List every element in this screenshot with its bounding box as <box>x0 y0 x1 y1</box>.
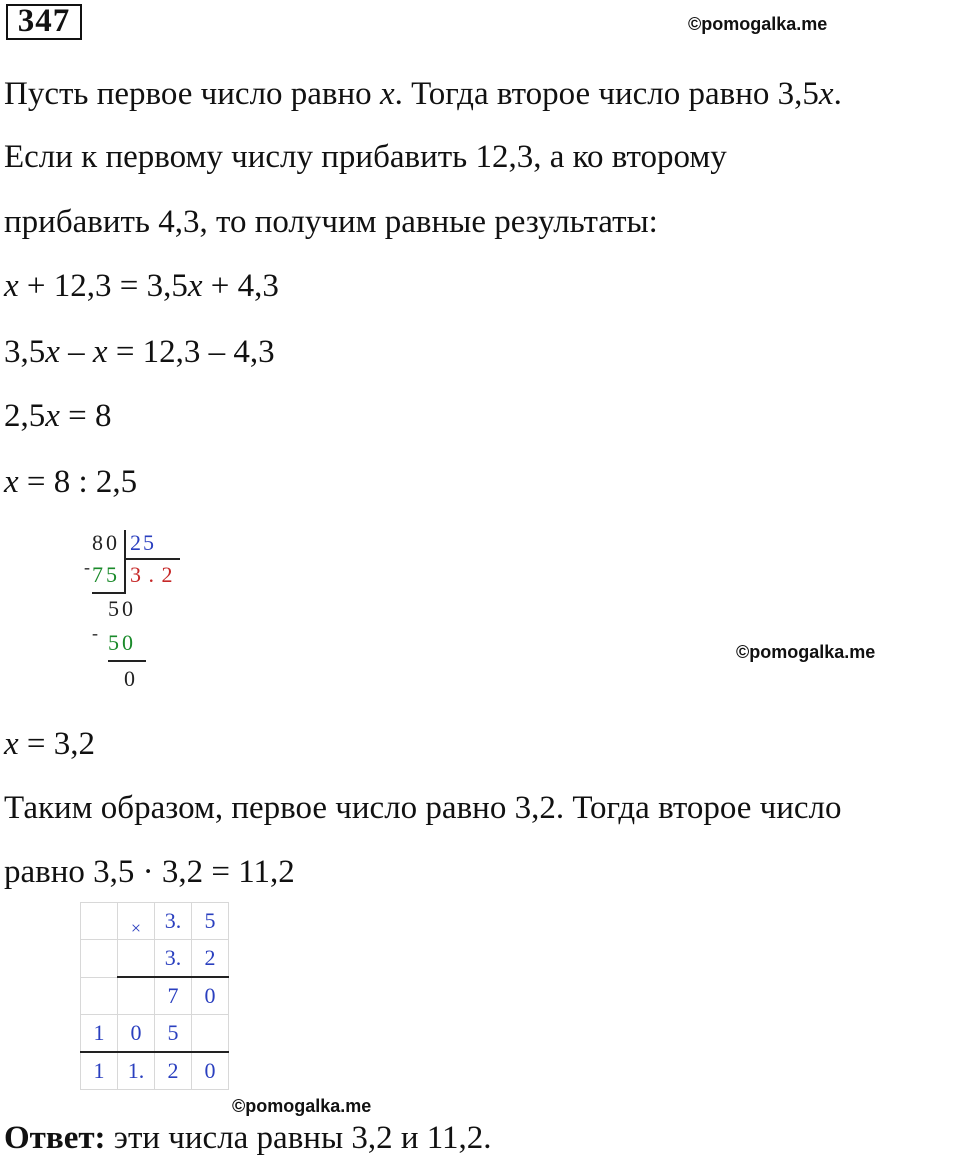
text-line-5: равно 3,5 · 3,2 = 11,2 <box>4 854 295 890</box>
division-quotient: 3 . 2 <box>130 562 174 587</box>
text-line-3: прибавить 4,3, то получим равные результаты: <box>4 204 658 240</box>
division-line-1 <box>92 592 125 594</box>
watermark-middle: ©pomogalka.me <box>736 642 876 662</box>
grid-cell: 7 <box>155 977 192 1015</box>
grid-row <box>81 977 229 1015</box>
grid-cell: 0 <box>192 1052 229 1090</box>
grid-cell: 5 <box>155 1015 192 1053</box>
grid-cell: 0 <box>192 977 229 1015</box>
division-minus-1: - <box>84 557 90 577</box>
text-line-2: Если к первому числу прибавить 12,3, а ко второму <box>4 139 727 175</box>
grid-cell: 0 <box>118 1015 155 1053</box>
grid-row <box>81 1052 229 1090</box>
division-divisor-line <box>125 558 180 560</box>
grid-cell: 5 <box>192 903 229 940</box>
division-dividend: 80 <box>92 530 120 555</box>
grid-cell: 1. <box>118 1052 155 1090</box>
grid-cell: 1 <box>81 1052 118 1090</box>
division-subtrahend-1: 75 <box>92 562 120 587</box>
text-line-1: Пусть первое число равно x. Тогда второе число равно 3,5x. <box>4 76 842 112</box>
answer-line <box>4 1118 492 1158</box>
watermark-bottom: ©pomogalka.me <box>232 1096 372 1116</box>
grid-cell: 3. <box>155 903 192 940</box>
division-minus-2: - <box>92 623 98 643</box>
grid-cell <box>81 977 118 1015</box>
grid-cell: 1 <box>81 1015 118 1053</box>
division-remainder-1: 50 <box>108 596 136 621</box>
grid-cell: 2 <box>155 1052 192 1090</box>
grid-cell <box>81 903 118 940</box>
division-remainder-2: 0 <box>124 666 135 691</box>
grid-cell: 2 <box>192 940 229 978</box>
grid-row <box>81 903 229 940</box>
equation-3: 2,5x = 8 <box>4 398 112 434</box>
answer-label: Ответ: <box>4 1120 106 1156</box>
grid-cell <box>81 940 118 978</box>
equation-5: x = 3,2 <box>4 726 96 762</box>
division-divisor: 25 <box>130 530 156 555</box>
watermark-top: ©pomogalka.me <box>688 14 828 34</box>
grid-cell <box>192 1015 229 1053</box>
text-line-4: Таким образом, первое число равно 3,2. Тогда второе число <box>4 790 842 826</box>
grid-cell-times: × <box>118 903 155 940</box>
grid-row <box>81 940 229 978</box>
equation-1: x + 12,3 = 3,5x + 4,3 <box>4 268 279 304</box>
problem-number: 347 <box>6 4 82 40</box>
grid-row <box>81 1015 229 1053</box>
multiplication-grid <box>80 902 229 1090</box>
grid-cell <box>118 977 155 1015</box>
long-division <box>84 530 194 695</box>
answer-text: эти числа равны 3,2 и 11,2. <box>105 1120 492 1156</box>
grid-cell: 3. <box>155 940 192 978</box>
equation-2: 3,5x – x = 12,3 – 4,3 <box>4 334 275 370</box>
division-bar <box>124 530 126 594</box>
division-subtrahend-2: 50 <box>108 630 136 655</box>
grid-cell <box>118 940 155 978</box>
equation-4: x = 8 : 2,5 <box>4 464 138 500</box>
division-line-2 <box>108 660 146 662</box>
